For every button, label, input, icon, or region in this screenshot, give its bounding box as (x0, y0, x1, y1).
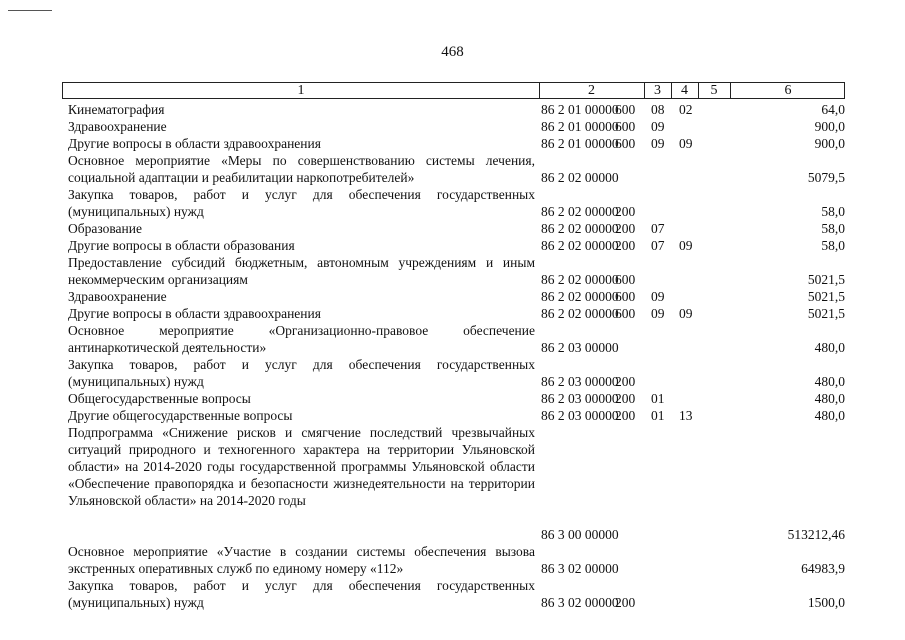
table-row (68, 407, 845, 424)
row-name: Подпрограмма «Снижение рисков и смягчение последствий чрезвычайных ситуаций природного и техногенного характера на территории Ульяновской области» на 2014-2020 годы государственной программы Ульяновской области «Обеспечение правопорядка и безопасности жизнедеятельности на территории Ульяновской области» на 2014-2020 годы (68, 425, 535, 508)
table-row (68, 305, 845, 322)
row-amount: 480,0 (814, 340, 845, 355)
row-col-5: 02 (679, 102, 693, 117)
row-col-3: 200 (615, 221, 636, 236)
table-row (68, 118, 845, 135)
row-col-3: 200 (615, 204, 636, 219)
row-code: 86 2 01 00000 (541, 119, 619, 134)
row-col-3: 600 (615, 119, 636, 134)
row-amount: 480,0 (814, 374, 845, 389)
row-col-3: 200 (615, 391, 636, 406)
row-amount: 58,0 (821, 221, 845, 236)
row-col-3: 200 (615, 408, 636, 423)
top-rule (8, 10, 52, 11)
row-code: 86 2 02 00000 (541, 306, 619, 321)
row-name: Основное мероприятие «Участие в создании системы обеспечения вызова экстренных оперативных служб по единому номеру «112» (68, 544, 535, 576)
row-amount: 900,0 (814, 119, 845, 134)
table-row (68, 101, 845, 118)
row-code: 86 2 02 00000 (541, 170, 619, 185)
row-col-4: 08 (651, 102, 665, 117)
row-amount: 900,0 (814, 136, 845, 151)
row-name: Закупка товаров, работ и услуг для обеспечения государственных (муниципальных) нужд (68, 357, 535, 389)
table-row (68, 152, 845, 186)
row-amount: 480,0 (814, 391, 845, 406)
page-number: 468 (441, 44, 464, 60)
table-row (68, 237, 845, 254)
row-name: Предоставление субсидий бюджетным, автономным учреждениям и иным некоммерческим организациям (68, 255, 535, 287)
row-col-3: 200 (615, 238, 636, 253)
row-name: Образование (68, 221, 142, 236)
row-code: 86 2 03 00000 (541, 391, 619, 406)
row-code: 86 2 02 00000 (541, 289, 619, 304)
row-code: 86 2 01 00000 (541, 102, 619, 117)
row-amount: 5021,5 (807, 289, 845, 304)
row-col-3: 600 (615, 289, 636, 304)
header-col-3: 3 (644, 83, 672, 98)
row-col-4: 09 (651, 289, 665, 304)
row-name: Закупка товаров, работ и услуг для обеспечения государственных (муниципальных) нужд (68, 578, 535, 610)
row-name: Другие вопросы в области здравоохранения (68, 306, 321, 321)
header-col-4: 4 (671, 83, 699, 98)
table-row (68, 288, 845, 305)
header-col-6: 6 (784, 83, 792, 98)
row-code: 86 3 02 00000 (541, 595, 619, 610)
row-col-5: 13 (679, 408, 693, 423)
row-col-3: 600 (615, 306, 636, 321)
row-name: Здравоохранение (68, 289, 167, 304)
row-name: Другие вопросы в области здравоохранения (68, 136, 321, 151)
row-name: Другие вопросы в области образования (68, 238, 295, 253)
table-row (68, 543, 845, 577)
header-col-5: 5 (698, 83, 731, 98)
row-amount: 58,0 (821, 238, 845, 253)
table-row (68, 254, 845, 288)
row-col-4: 09 (651, 136, 665, 151)
row-code: 86 3 00 00000 (541, 527, 619, 542)
row-col-3: 600 (615, 102, 636, 117)
row-code: 86 2 03 00000 (541, 374, 619, 389)
table-row (68, 356, 845, 390)
row-col-4: 09 (651, 306, 665, 321)
row-code: 86 2 02 00000 (541, 238, 619, 253)
table-row (68, 577, 845, 611)
row-col-3: 200 (615, 374, 636, 389)
row-col-3: 600 (615, 272, 636, 287)
row-amount: 5021,5 (807, 272, 845, 287)
table-row (68, 322, 845, 356)
row-col-5: 09 (679, 238, 693, 253)
table-row (68, 186, 845, 220)
row-col-4: 09 (651, 119, 665, 134)
row-amount: 5079,5 (807, 170, 845, 185)
row-name: Основное мероприятие «Меры по совершенствованию системы лечения, социальной адаптации и реабилитации наркопотребителей» (68, 153, 535, 185)
row-code: 86 2 03 00000 (541, 340, 619, 355)
row-code: 86 2 03 00000 (541, 408, 619, 423)
row-name: Другие общегосударственные вопросы (68, 408, 293, 423)
row-name: Закупка товаров, работ и услуг для обеспечения государственных (муниципальных) нужд (68, 187, 535, 219)
row-amount: 1500,0 (807, 595, 845, 610)
row-col-4: 07 (651, 221, 665, 236)
row-col-4: 01 (651, 391, 665, 406)
row-name: Здравоохранение (68, 119, 167, 134)
row-col-3: 200 (615, 595, 636, 610)
row-amount: 58,0 (821, 204, 845, 219)
table-row (68, 220, 845, 237)
row-amount: 64983,9 (801, 561, 845, 576)
header-col-1: 1 (63, 83, 540, 98)
row-amount: 64,0 (821, 102, 845, 117)
row-name: Кинематография (68, 102, 165, 117)
table-row (68, 135, 845, 152)
row-code: 86 2 02 00000 (541, 204, 619, 219)
row-col-4: 07 (651, 238, 665, 253)
row-code: 86 2 02 00000 (541, 272, 619, 287)
row-amount: 5021,5 (807, 306, 845, 321)
row-amount: 513212,46 (787, 527, 845, 542)
header-col-2: 2 (539, 83, 645, 98)
row-amount: 480,0 (814, 408, 845, 423)
row-col-5: 09 (679, 136, 693, 151)
row-name: Основное мероприятие «Организационно-правовое обеспечение антинаркотической деятельности» (68, 323, 535, 355)
row-col-3: 600 (615, 136, 636, 151)
row-code: 86 2 01 00000 (541, 136, 619, 151)
row-col-4: 01 (651, 408, 665, 423)
row-col-5: 09 (679, 306, 693, 321)
row-code: 86 2 02 00000 (541, 221, 619, 236)
table-row (68, 424, 845, 543)
table-row (68, 390, 845, 407)
table-header (62, 82, 845, 99)
row-code: 86 3 02 00000 (541, 561, 619, 576)
row-name: Общегосударственные вопросы (68, 391, 251, 406)
